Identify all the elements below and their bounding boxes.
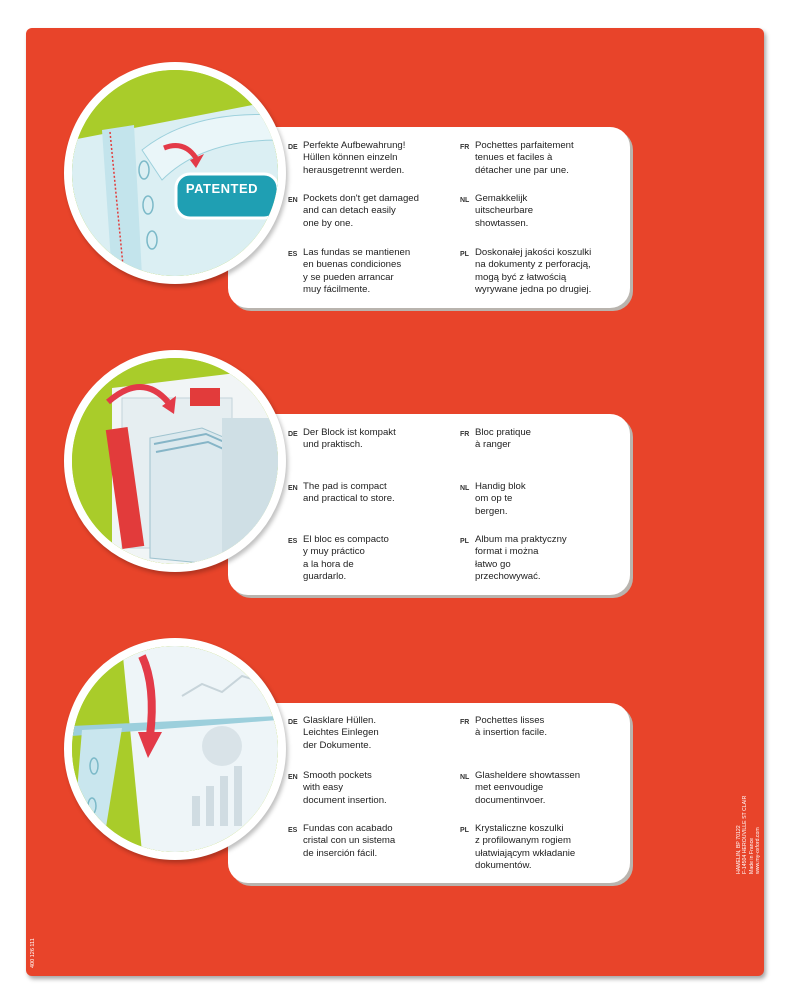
entry-pl (460, 823, 638, 873)
feature-text: Bloc pratique à ranger (475, 427, 531, 451)
feature-text: Gemakkelijk uitscheurbare showtassen. (475, 193, 534, 229)
illustration-perforated-pockets (64, 62, 286, 284)
lang-code: PL (460, 538, 469, 545)
lang-code: ES (288, 538, 298, 545)
entry-fr (460, 427, 638, 452)
feature-text: Pochettes lisses à insertion facile. (475, 715, 547, 739)
lang-code: PL (460, 251, 469, 258)
entry-en (288, 481, 466, 506)
feature-text: Las fundas se mantienen en buenas condiciones y se pueden arrancar muy fácilmente. (303, 247, 411, 296)
entry-pl (460, 247, 638, 297)
entry-fr (460, 140, 638, 177)
lang-code: DE (288, 144, 298, 151)
feature-text: Krystaliczne koszulki z profilowanym rogiem ułatwiającym wkładanie dokumentów. (475, 823, 576, 872)
pocket-insert-illustration (72, 646, 278, 852)
entry-de (288, 140, 466, 177)
feature-text: El bloc es compacto y muy práctico a la hora de guardarlo. (303, 534, 389, 583)
lang-code: ES (288, 827, 298, 834)
entry-nl (460, 481, 638, 518)
entry-de (288, 715, 466, 752)
lang-code: FR (460, 431, 470, 438)
lang-code: NL (460, 197, 470, 204)
manufacturer-address: HAMELIN, BP 70122 F-14504 HEROUVILLE ST CLAIR Made in France www.my-oxford.com (736, 795, 762, 874)
feature-text: Pochettes parfaitement tenues et faciles à détacher une par une. (475, 140, 574, 176)
illustration-pad-storage (64, 350, 286, 572)
feature-text: Smooth pockets with easy document insertion. (303, 770, 387, 806)
lang-code: EN (288, 197, 298, 204)
entry-de (288, 427, 466, 452)
lang-code: EN (288, 485, 298, 492)
entry-nl (460, 193, 638, 230)
lang-code: PL (460, 827, 469, 834)
lang-code: FR (460, 144, 470, 151)
feature-text: Doskonałej jakości koszulki na dokumenty z perforacją, mogą być z łatwością wyrywane jedna po drugiej. (475, 247, 592, 296)
product-code: 400 126 111 (30, 938, 36, 968)
lang-code: ES (288, 251, 298, 258)
feature-text: Glasklare Hüllen. Leichtes Einlegen der Dokumente. (303, 715, 379, 751)
lang-code: NL (460, 774, 470, 781)
lang-code: NL (460, 485, 470, 492)
feature-text: The pad is compact and practical to store. (303, 481, 395, 505)
pad-box-illustration (72, 358, 278, 564)
lang-code: FR (460, 719, 470, 726)
feature-text: Glasheldere showtassen met eenvoudige documentinvoer. (475, 770, 581, 806)
entry-es (288, 534, 466, 584)
feature-text: Fundas con acabado cristal con un sistema de inserción fácil. (303, 823, 396, 859)
feature-text: Handig blok om op te bergen. (475, 481, 526, 517)
entry-fr (460, 715, 638, 740)
feature-text: Pockets don't get damaged and can detach easily one by one. (303, 193, 419, 229)
entry-en (288, 193, 466, 230)
entry-es (288, 247, 466, 297)
lang-code: DE (288, 719, 298, 726)
illustration-smooth-pockets (64, 638, 286, 860)
pocket-tear-illustration (72, 70, 278, 276)
feature-text: Album ma praktyczny format i można łatwo go przechowywać. (475, 534, 567, 583)
entry-nl (460, 770, 638, 807)
feature-text: Perfekte Aufbewahrung! Hüllen können einzeln herausgetrennt werden. (303, 140, 406, 176)
lang-code: EN (288, 774, 298, 781)
entry-pl (460, 534, 638, 584)
patented-badge: PATENTED (185, 180, 259, 196)
entry-es (288, 823, 466, 860)
feature-text: Der Block ist kompakt und praktisch. (303, 427, 396, 451)
entry-en (288, 770, 466, 807)
lang-code: DE (288, 431, 298, 438)
